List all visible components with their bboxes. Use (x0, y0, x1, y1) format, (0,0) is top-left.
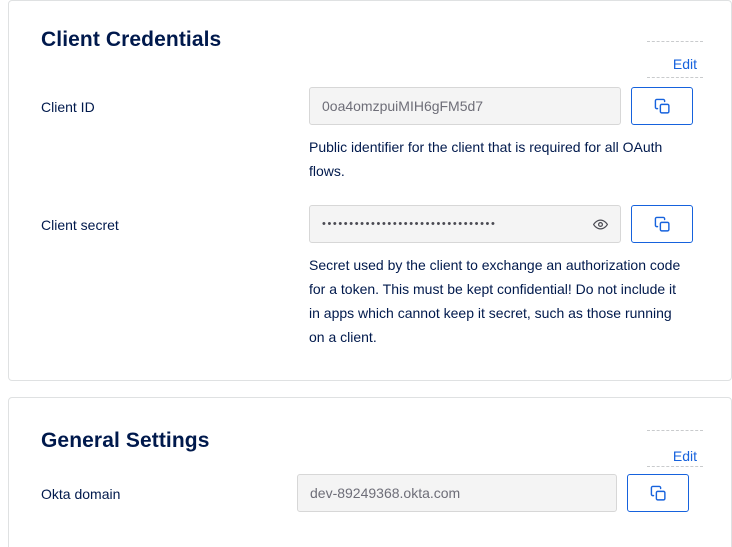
client-secret-input[interactable] (309, 205, 621, 243)
okta-domain-input[interactable] (297, 474, 617, 512)
copy-client-id-button[interactable] (631, 87, 693, 125)
okta-domain-label: Okta domain (41, 486, 121, 502)
client-secret-label: Client secret (41, 217, 119, 233)
general-settings-header (9, 398, 731, 456)
okta-domain-row (9, 474, 731, 512)
general-settings-title: General Settings (41, 429, 210, 452)
edit-general-settings-button[interactable]: Edit (672, 448, 697, 464)
general-header-accent-line-2 (647, 466, 703, 467)
general-header-accent-line (647, 430, 703, 431)
client-secret-value: •••••••••••••••••••••••••••••••• (322, 218, 497, 230)
client-id-field-group (309, 87, 699, 183)
client-secret-field-group (309, 205, 699, 349)
eye-icon[interactable] (593, 217, 608, 232)
header-accent-line-2 (647, 77, 703, 78)
copy-icon (654, 98, 671, 115)
copy-okta-domain-button[interactable] (627, 474, 689, 512)
client-id-value: 0oa4omzpuiMIH6gFM5d7 (322, 98, 484, 114)
copy-client-secret-button[interactable] (631, 205, 693, 243)
client-secret-input-line (309, 205, 699, 243)
copy-icon (654, 216, 671, 233)
header-accent-line (647, 41, 703, 42)
client-id-helper-text: Public identifier for the client that is required for all OAuth flows. (309, 139, 663, 179)
copy-icon (650, 485, 667, 502)
edit-credentials-button[interactable]: Edit (672, 56, 697, 72)
okta-domain-field-group (297, 474, 699, 512)
client-id-label: Client ID (41, 99, 95, 115)
client-credentials-card (8, 0, 732, 381)
client-secret-helper-text: Secret used by the client to exchange an authorization code for a token. This must be kept confidential! Do not include it in apps which cannot keep it secret, such as those running on a client. (309, 257, 681, 345)
client-id-row (9, 87, 731, 183)
okta-domain-value: dev-89249368.okta.com (310, 485, 461, 501)
page-title: Client Credentials (41, 28, 222, 51)
client-credentials-header (9, 1, 731, 59)
client-id-input-line (309, 87, 699, 125)
client-id-input[interactable] (309, 87, 621, 125)
okta-domain-input-line (297, 474, 699, 512)
eye-icon-glyph (593, 217, 608, 232)
client-secret-row (9, 205, 731, 349)
general-settings-card (8, 397, 732, 547)
